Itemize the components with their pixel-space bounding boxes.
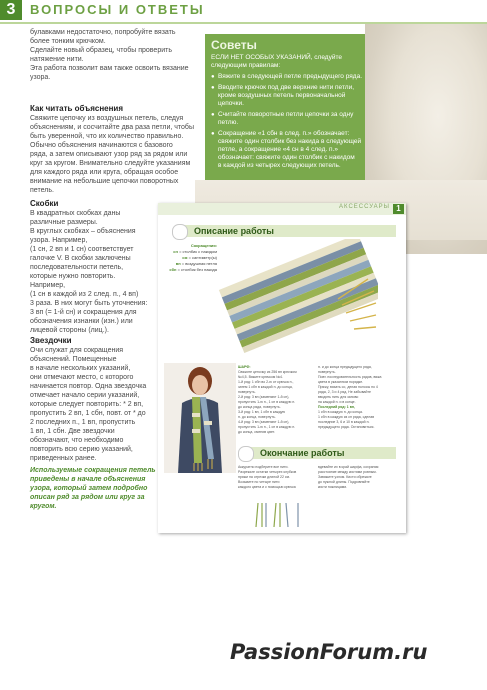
text-line: затем 1 сбн в каждой п. до конца, [238, 385, 293, 389]
heading-stars: Звездочки [30, 336, 72, 345]
chapter-number: 3 [0, 0, 22, 20]
magazine-page-number: 1 [393, 204, 404, 214]
text-line: в каждой из четырех следующих петель. [218, 162, 341, 169]
scissors-icon [172, 224, 188, 240]
text-line: вдевайте их в край шарфа, сохраняя [318, 465, 379, 469]
text-line: 1 вп, 1 сбн. Две звездочки [30, 428, 115, 435]
text-line: кроме воздушных петель первоначальной [218, 92, 346, 99]
text-line: отмечает начало серии указаний, [30, 392, 140, 399]
tip-item [211, 73, 362, 81]
tip-item [211, 130, 362, 170]
text-line: объяснениям, и сосчитайте два раза петли, чтобы [30, 124, 194, 131]
text-line: повернуть. [238, 390, 256, 394]
text-line: п. до конца, повернуть. [238, 415, 276, 419]
text-line: 1 сбн в каждую п. до конца. [318, 410, 363, 414]
text-line: объяснений. Помещенные [30, 356, 117, 363]
text-line: до нужной длины. Подровняйте [318, 480, 370, 484]
page-title: ВОПРОСЫ И ОТВЕТЫ [30, 2, 205, 17]
heading-how-to-read: Как читать объяснения [30, 104, 124, 113]
abbreviations-legend [162, 243, 217, 273]
brackets-text [30, 209, 147, 335]
text-line: последние 3, 6 и 10 в каждой п. [318, 420, 370, 424]
stars-italic-note [30, 466, 156, 511]
text-line: галочке V. В скобки заключены [30, 255, 131, 262]
intro-line: булавками недостаточно, попробуйте вязать [30, 29, 176, 36]
text-line: повернуть. [318, 370, 336, 374]
intro-line: Сделайте новый образец, чтобы проверить [30, 47, 172, 54]
text-line: узора, который затем подробно [30, 485, 148, 492]
text-line: 1-й ряд: 1 сбн во 2-ю от крючка п., [238, 380, 294, 384]
stars-text [30, 346, 146, 463]
section-title-finishing: Окончание работы [260, 448, 345, 458]
text-line: начинается повтор. Одна звездочка [30, 383, 147, 390]
text-line: Свяжите цепочку из 256 вп крючком [238, 370, 297, 374]
tips-title: Советы [211, 38, 257, 52]
magazine-section-label: АКСЕССУАРЫ [339, 204, 390, 210]
text-line: 3-й ряд: 1 вп, 1 сбн в каждую [238, 410, 286, 414]
text-line: пропустить 1-ю п., 1 сн в каждую п. [238, 425, 296, 429]
text-line: Повт. последовательность рядов, вяжа [318, 375, 382, 379]
text-line: которые следует повторить: * 2 вп, [30, 401, 144, 408]
text-line: Например, [30, 282, 66, 289]
section-title-bar [182, 225, 396, 237]
text-line: приведены в начале объяснения [30, 476, 146, 483]
finishing-instructions [238, 465, 296, 490]
text-line: внимание на небольшие цепочки поворотных [30, 178, 179, 185]
text-line: В квадратных скобках даны [30, 210, 121, 217]
text-line: ● Сокращение «1 сбн в след. п.» обозначает: [218, 130, 350, 137]
text-line: они отмечают место, с которого [30, 374, 134, 381]
text-line: 2 последних п., 1 вп, пропустить [30, 419, 136, 426]
text-line: для каждого ряда или круга, обращая особое [30, 169, 179, 176]
watermark: PassionForum.ru [230, 640, 428, 664]
tips-subtitle [211, 54, 359, 70]
text-line: ряда, 2, 3 и 4 ряд. Не забывайте [318, 390, 371, 394]
text-line: предыдущего ряда. Остановиться. [318, 425, 375, 429]
text-line: 3 раза. В них могут быть уточнения: [30, 300, 148, 307]
text-line: следующим правилам: [211, 62, 281, 69]
scissors-icon [238, 446, 254, 462]
legend-item: вп = воздушная петля [175, 261, 217, 266]
text-line: описан ряд за рядом или круг за [30, 494, 145, 501]
text-line: 3 вп (= 1-й сн) и сокращения для [30, 309, 137, 316]
text-line: круг за кругом. Внимательно следуйте указаниям [30, 160, 191, 167]
intro-line: Эта работа позволит вам также освоить вязание [30, 65, 189, 72]
text-line: каждого цвета и с помощью крючка [238, 485, 296, 489]
text-line: в начале нескольких указаний, [30, 365, 131, 372]
text-line: на каждой п. и в конце. [318, 400, 356, 404]
legend-item: сн = столбик с накидом [173, 249, 217, 254]
text-line: Разрежьте остатки четырех клубков [238, 470, 297, 474]
legend-title: Сокращения: [190, 243, 217, 248]
pattern-instructions [238, 365, 297, 435]
text-line: цвета в указанном порядке. [318, 380, 364, 384]
text-line: узора. Например, [30, 237, 88, 244]
text-line: ряда, а затем описывают узор ряд за рядом или [30, 151, 188, 158]
text-line: Возьмите по четыре нити [238, 480, 280, 484]
text-line: быть уверенной, что их количество правильно. [30, 133, 184, 140]
text-line: пропустить 1-ю п., 1 сн в каждую п. [238, 400, 296, 404]
magazine-page [158, 203, 406, 533]
text-line: п. и до конца предыдущего ряда, [318, 365, 372, 369]
model-photo [164, 363, 236, 473]
intro-line: узора. [30, 74, 51, 81]
text-line: ● Считайте поворотные петли цепочки за одну [218, 111, 354, 118]
section-title-bar [248, 447, 396, 459]
text-line: различные размеры. [30, 219, 98, 226]
text-line: цепочки. [218, 100, 244, 107]
text-line: до конца ряда, повернуть. [238, 405, 281, 409]
text-line: вводить нить для заново [318, 395, 359, 399]
tip-item [211, 84, 359, 108]
text-line: обозначает: свяжите один столбик с накидом [218, 154, 355, 161]
text-line: кругом. [30, 503, 57, 510]
text-line: ШАРФ: [238, 365, 251, 369]
section-title-work: Описание работы [194, 226, 274, 236]
text-line: Свяжите цепочку из воздушных петель, следуя [30, 115, 184, 122]
legend-item: см = сантиметр(ы) [182, 255, 217, 260]
intro-line: натяжение нити. [30, 56, 84, 63]
scarf-photo [218, 239, 378, 361]
tip-item [211, 111, 359, 127]
text-line: В круглых скобках – объяснения [30, 228, 136, 235]
text-line: петле, а сокращение «4 сн в 4 след. п.» [218, 146, 338, 153]
text-line: которые нужно повторить. [30, 273, 116, 280]
text-line: ЕСЛИ НЕТ ОСОБЫХ УКАЗАНИЙ, следуйте [211, 54, 342, 61]
text-line: Очи служат для сокращения [30, 347, 124, 354]
text-line: 2-й ряд: 3 вп (заменяют 1-й сн), [238, 395, 290, 399]
intro-line: более тонким крючком. [30, 38, 106, 45]
text-line: 1 сбн в каждую из сн ряда, сделав [318, 415, 375, 419]
finishing-instructions-continued [318, 465, 378, 490]
text-line: кисти ножницами. [318, 485, 348, 489]
text-line: 4-й ряд: 3 вп (заменяют 1-й сн), [238, 420, 290, 424]
intro-text [30, 28, 189, 82]
text-line: (1 сн, 2 вп и 1 сн) соответствует [30, 246, 134, 253]
text-line: Последний ряд: 1 вп, [318, 405, 355, 409]
text-line: Аккуратно подберите все нити. [238, 465, 289, 469]
text-line: ● Вяжите в следующей петле предыдущего ряда. [218, 73, 362, 80]
tassel-illustration [252, 503, 312, 529]
text-line: обозначают, что необходимо [30, 437, 124, 444]
legend-item: сбн = столбик без накида [169, 267, 217, 272]
text-line: Обычно объяснения начинаются с базового [30, 142, 173, 149]
text-line: петлю. [218, 119, 239, 126]
text-line: Пряжу, вязать со, делая полосы по 4 [318, 385, 378, 389]
text-line: последовательности петель, [30, 264, 124, 271]
text-line: пряжи на отрезки длиной 22 см. [238, 475, 291, 479]
text-line: повторить всю серию указаний, [30, 446, 133, 453]
text-line: приведенных ранее. [30, 455, 97, 462]
text-line: пропустить 2 вп, 1 сбн, повт. от * до [30, 410, 146, 417]
text-line: ● Вводите крючок под две верхние нити петли, [218, 84, 355, 91]
how-to-read-text [30, 114, 194, 195]
text-line: лицевой стороны (лиц.). [30, 327, 109, 334]
text-line: петель. [30, 187, 54, 194]
text-line: (1 сн в каждой из 2 след. п., 4 вп) [30, 291, 139, 298]
text-line: обозначения изнанки (изн.) или [30, 318, 133, 325]
heading-brackets: Скобки [30, 199, 59, 208]
text-line: №4,5. Вяжите крючком №4. [238, 375, 283, 379]
tips-box [205, 34, 365, 182]
text-line: до конца, сменив цвет. [238, 430, 275, 434]
text-line: свяжите один столбик без накида в следующей [218, 138, 362, 145]
pattern-instructions-continued [318, 365, 381, 430]
text-line: расстояние между кистями ровным. [318, 470, 377, 474]
text-line: Используемые сокращения петель [30, 467, 156, 474]
text-line: Завяжите узлом. Кисти обрежьте [318, 475, 372, 479]
